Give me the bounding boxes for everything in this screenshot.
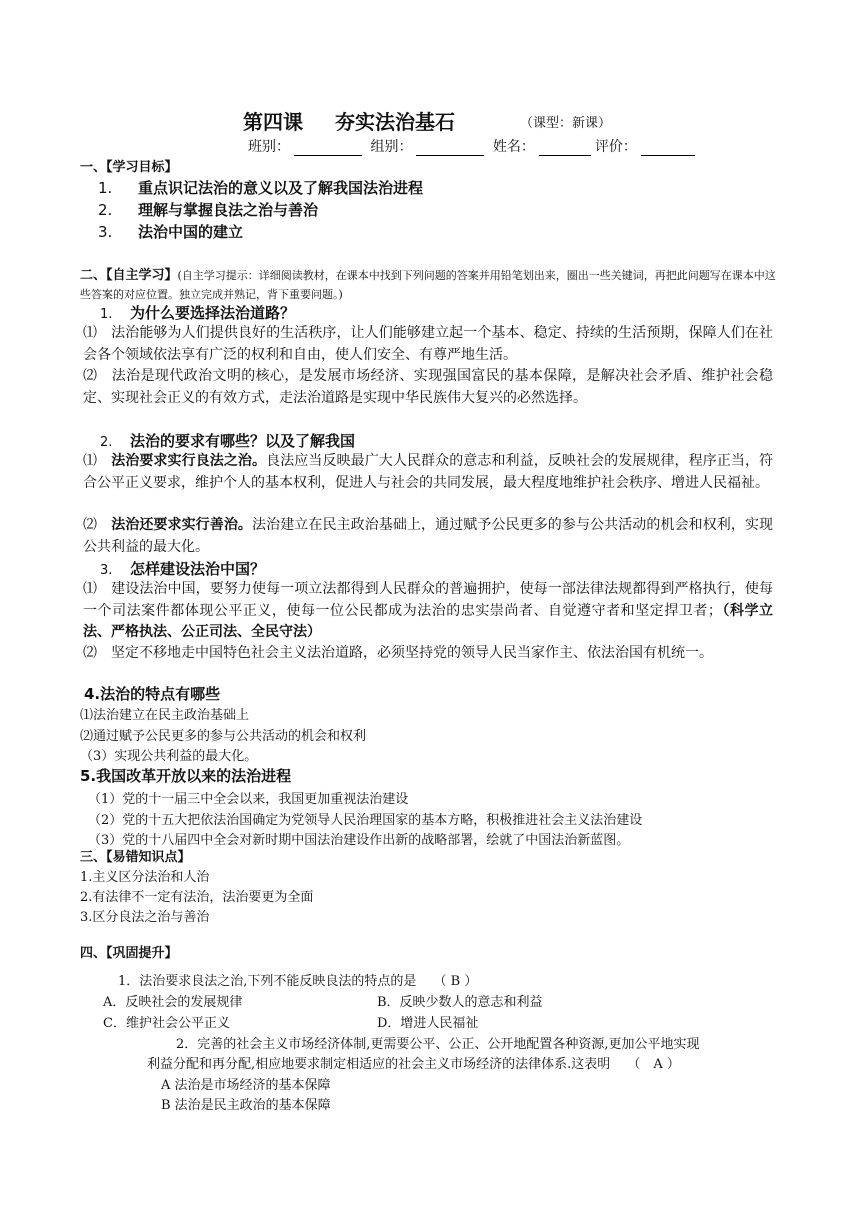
list-item: （3）党的十八届四中全会对新时期中国法治建设作出新的战略部署，绘就了中国法治新蓝图。 — [88, 833, 630, 848]
group-blank[interactable] — [416, 141, 484, 156]
name-label: 姓名： — [492, 139, 535, 155]
title-lesson-name: 夯实法治基石 — [335, 110, 455, 134]
paragraph-mark: ⑴ — [83, 453, 98, 469]
paragraph-text: 法治建立在民主政治基础上，通过赋予公民更多的参与公共活动的机会和权利，实现公共利益的最大化。 — [83, 517, 774, 555]
question-text: 法治的要求有哪些？以及了解我国 — [130, 432, 356, 450]
section2-heading: 二、【自主学习】 — [80, 268, 178, 283]
key-point: （科学立法、严格执法、公正司法、全民守法） — [83, 602, 774, 640]
exercise2-stem-line1: 2．完善的社会主义市场经济体制,更需要公平、公正、公开地配置各种资源,更加公平地实现 — [176, 1037, 700, 1052]
exercise2-option-b: B 法治是民主政治的基本保障 — [161, 1098, 331, 1113]
list-item: 2.有法律不一定有法治，法治要更为全面 — [80, 890, 314, 905]
q1-paragraph-1: ⑴ 法治能够为人们提供良好的生活秩序，让人们能够建立起一个基本、稳定、持续的生活预期，保障人们在社会各个领域依法享有广泛的权利和自由，使人们安全、有尊严地生活。 — [83, 325, 773, 363]
section2-note: (自主学习提示：详细阅读教材，在课本中找到下列问题的答案并用铅笔划出来，圈出一些关键词，再把此问题写在课本中这些答案的对应位置。独立完成并熟记，背下重要问题。) — [80, 269, 776, 301]
list-item: ⑴法治建立在民主政治基础上 — [80, 708, 250, 723]
exercise1-stem: 1．法治要求良法之治,下列不能反映良法的特点的是 （ B ） — [118, 974, 478, 989]
class-label: 班别： — [248, 139, 290, 155]
paragraph-text: ⑴ 建设法治中国，要努力使每一项立法都得到人民群众的普遍拥护，使每一部法律法规都得到严格执行，使每一个司法案件都体现公平正义，使每一位公民都成为法治的忠实崇尚者、自觉遵守者和坚定捍卫者； — [83, 581, 773, 619]
group-label: 组别： — [370, 139, 413, 155]
goal-item — [98, 221, 243, 242]
question-number: 2. — [100, 435, 113, 450]
q3-paragraph-1 — [83, 579, 773, 644]
list-item: ⑵通过赋予公民更多的参与公共活动的机会和权利 — [80, 729, 367, 744]
section4-heading: 四、【巩固提升】 — [80, 946, 178, 961]
question-number: 1. — [100, 307, 113, 322]
exercise1-option-a: A．反映社会的发展规律 — [103, 995, 243, 1010]
question-text: 为什么要选择法治道路？ — [130, 304, 296, 322]
question2-title — [100, 430, 355, 451]
goal-item — [98, 177, 423, 198]
list-item: （2）党的十五大把依法治国确定为党领导人民治理国家的基本方略，积极推进社会主义法治建设 — [88, 813, 643, 828]
q2-paragraph-2 — [83, 515, 773, 558]
question3-title — [100, 558, 265, 579]
paragraph-mark: ⑵ — [83, 517, 98, 533]
section1-heading: 一、【学习目标】 — [80, 160, 178, 175]
question5-title: 5.我国改革开放以来的法治进程 — [80, 767, 292, 785]
list-item: （1）党的十一届三中全会以来，我国更加重视法治建设 — [88, 792, 409, 807]
exercise2-option-a: A 法治是市场经济的基本保障 — [161, 1078, 331, 1093]
section3-heading: 三、【易错知识点】 — [80, 850, 191, 865]
class-blank[interactable] — [294, 141, 362, 156]
goal-text: 理解与掌握良法之治与善治 — [138, 201, 319, 219]
goal-number: 3. — [98, 223, 113, 241]
key-point: 法治要求实行良法之治。 — [111, 453, 267, 469]
key-point: 法治还要求实行善治。 — [111, 517, 253, 533]
page-title — [243, 106, 455, 135]
section2-intro — [80, 265, 780, 303]
question-text: 怎样建设法治中国？ — [130, 560, 266, 578]
q2-paragraph-1 — [83, 451, 773, 494]
list-item: 1.主义区分法治和人治 — [80, 870, 210, 885]
goal-text: 法治中国的建立 — [138, 223, 244, 241]
rating-label: 评价： — [594, 139, 637, 155]
rating-blank[interactable] — [641, 141, 695, 156]
paragraph-text: 良法应当反映最广大人民群众的意志和利益，反映社会的发展规律，程序正当，符合公平正义要求，维护个人的基本权利，促进人与社会的共同发展，最大程度地维护社会秩序、增进人民福祉。 — [83, 453, 774, 491]
goal-item — [98, 199, 318, 220]
q1-paragraph-2: ⑵ 法治是现代政治文明的核心，是发展市场经济、实现强国富民的基本保障，是解决社会矛盾、维护社会稳定、实现社会正义的有效方式，走法治道路是实现中华民族伟大复兴的必然选择。 — [83, 368, 773, 406]
title-lesson-number: 第四课 — [243, 110, 303, 134]
goal-number: 2. — [98, 201, 113, 219]
question4-title: 4.法治的特点有哪些 — [84, 685, 221, 703]
question1-title — [100, 302, 295, 323]
question-number: 3. — [100, 563, 113, 578]
goal-number: 1. — [98, 179, 113, 197]
exercise2-stem-line2: 利益分配和再分配,相应地要求制定相适应的社会主义市场经济的法律体系.这表明 （ A ） — [147, 1057, 680, 1072]
name-blank[interactable] — [539, 141, 591, 156]
student-info-line — [248, 136, 699, 156]
exercise1-option-b: B．反映少数人的意志和利益 — [377, 995, 543, 1010]
goal-text: 重点识记法治的意义以及了解我国法治进程 — [138, 179, 424, 197]
exercise1-option-c: C．维护社会公平正义 — [103, 1016, 230, 1031]
list-item: （3）实现公共利益的最大化。 — [80, 749, 258, 764]
q3-paragraph-2: ⑵ 坚定不移地走中国特色社会主义法治道路，必须坚持党的领导人民当家作主、依法治国有机统一。 — [83, 645, 713, 661]
lesson-type: （课型：新课） — [520, 116, 612, 131]
exercise1-option-d: D．增进人民福祉 — [377, 1016, 479, 1031]
list-item: 3.区分良法之治与善治 — [80, 910, 210, 925]
